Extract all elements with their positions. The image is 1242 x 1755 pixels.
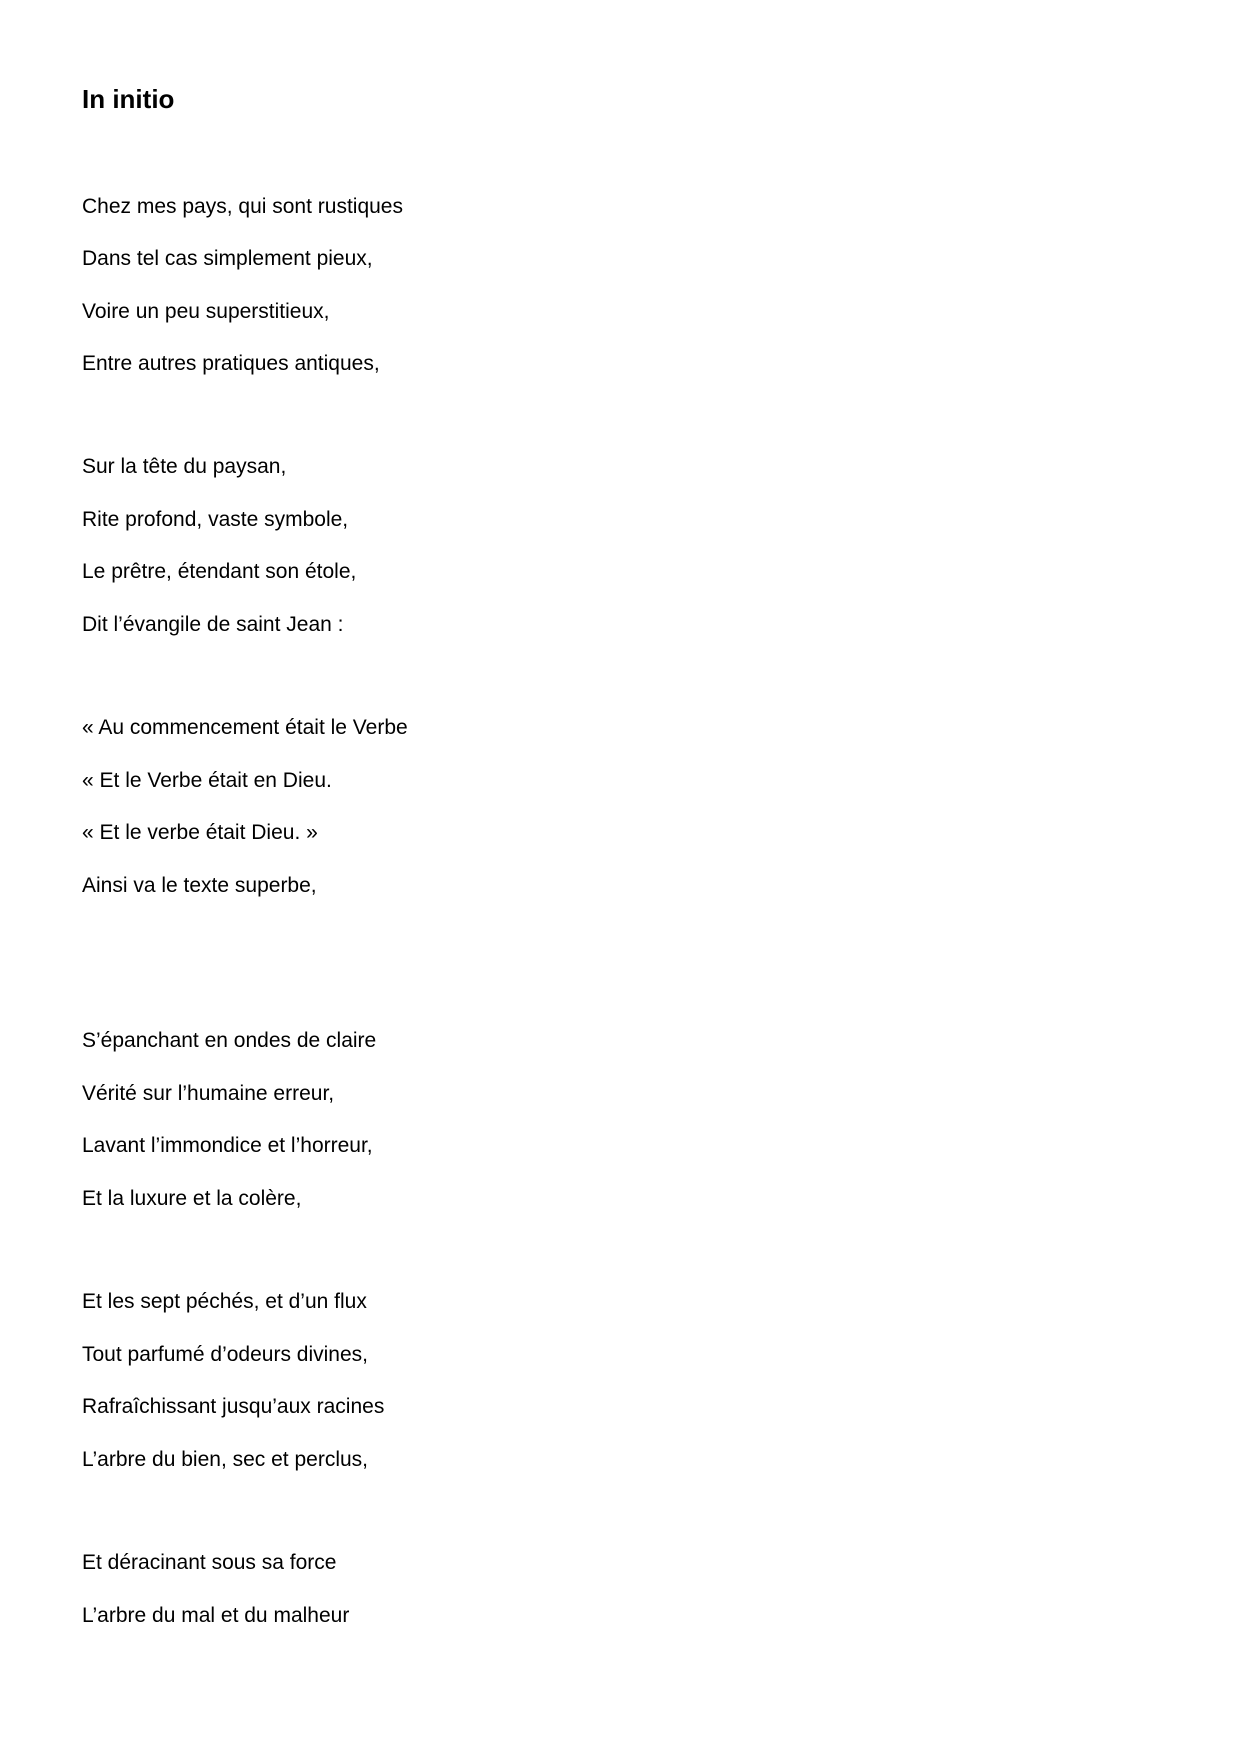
poem-line: « Et le Verbe était en Dieu. xyxy=(82,769,332,792)
poem-line: Et les sept péchés, et d’un flux xyxy=(82,1290,367,1313)
poem-line: « Au commencement était le Verbe xyxy=(82,716,408,739)
poem-line: Voire un peu superstitieux, xyxy=(82,300,330,323)
poem-line: Tout parfumé d’odeurs divines, xyxy=(82,1343,368,1366)
poem-line: Entre autres pratiques antiques, xyxy=(82,352,380,375)
poem-line: S’épanchant en ondes de claire xyxy=(82,1029,377,1052)
poem-line: Dans tel cas simplement pieux, xyxy=(82,247,373,270)
poem-line: Chez mes pays, qui sont rustiques xyxy=(82,195,403,218)
poem-line: Vérité sur l’humaine erreur, xyxy=(82,1082,335,1105)
poem-line: « Et le verbe était Dieu. » xyxy=(82,821,318,844)
poem-line: Rafraîchissant jusqu’aux racines xyxy=(82,1395,385,1418)
poem-line: Et la luxure et la colère, xyxy=(82,1187,302,1210)
poem-line: L’arbre du mal et du malheur xyxy=(82,1604,350,1627)
poem-line: Sur la tête du paysan, xyxy=(82,455,287,478)
poem-line: Le prêtre, étendant son étole, xyxy=(82,560,357,583)
poem-title: In initio xyxy=(82,84,175,114)
poem-line: Ainsi va le texte superbe, xyxy=(82,874,317,897)
poem-line: L’arbre du bien, sec et perclus, xyxy=(82,1448,369,1471)
poem-line: Dit l’évangile de saint Jean : xyxy=(82,613,344,636)
poem-line: Rite profond, vaste symbole, xyxy=(82,508,349,531)
poem-line: Lavant l’immondice et l’horreur, xyxy=(82,1134,373,1157)
poem-line: Et déracinant sous sa force xyxy=(82,1551,337,1574)
